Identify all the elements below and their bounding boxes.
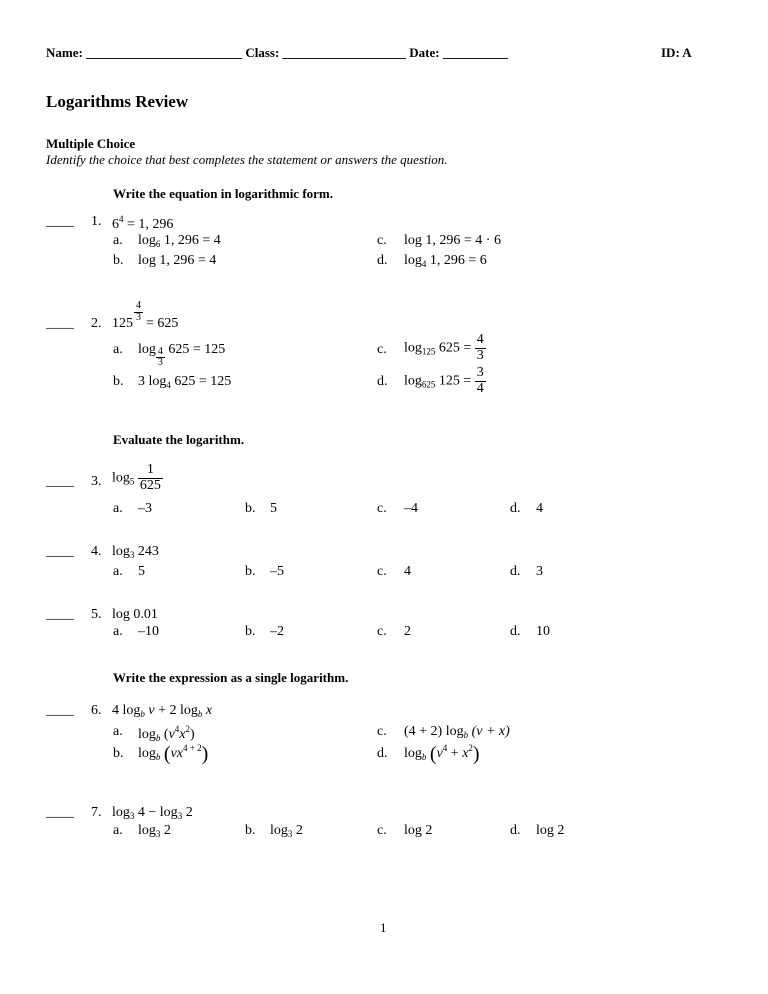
q5-choice-a-letter: a. [113,624,123,639]
q4-choice-a: 5 [138,564,145,579]
name-label: Name: [46,45,83,60]
answer-blank-5[interactable]: ____ [46,607,74,622]
q2-choice-a: log $\frac{4}{3}$ 625 = 125 [138,342,226,368]
q2-choice-d: $\log_{625} 125$ = $\frac{3}{4}$ [404,365,484,396]
question-2-stem-rest: = 625 [146,316,179,331]
q7-choice-b: $\log_3 2$ [270,823,303,839]
answer-blank-7[interactable]: ____ [46,805,74,820]
id-label: ID: A [661,45,692,60]
q7-choice-b-letter: b. [245,823,256,838]
q6-choice-b-letter: b. [113,746,124,761]
q6-choice-a-letter: a. [113,724,123,739]
date-label: Date: [409,45,440,60]
q7-choice-a: $\log_3 2$ [138,823,171,839]
q3-choice-d-letter: d. [510,501,521,516]
q2-choice-c: $\log_{125} 625$ = $\frac{4}{3}$ [404,332,484,363]
question-4-number: 4. [91,544,102,559]
question-3-number: 3. [91,474,102,489]
q3-choice-b: 5 [270,501,277,516]
q1-choice-b-letter: b. [113,253,124,268]
q4-choice-c-letter: c. [377,564,387,579]
q6-choice-a: $\log_b (v^4x^2)$ [138,724,195,743]
q7-choice-a-letter: a. [113,823,123,838]
question-7-stem: $\log_3 4 - \log_3 2$ [112,805,193,821]
q3-choice-c: –4 [404,501,418,516]
q4-choice-c: 4 [404,564,411,579]
q6-choice-c-letter: c. [377,724,387,739]
question-1-number: 1. [91,214,102,229]
q7-choice-d: log 2 [536,823,565,838]
page-title: Logarithms Review [46,92,189,111]
q5-choice-d-letter: d. [510,624,521,639]
q3-choice-c-letter: c. [377,501,387,516]
q5-choice-d: 10 [536,624,550,639]
q6-choice-c: (4 + 2) $\log_b (v + x)$ [404,724,510,740]
answer-blank-4[interactable]: ____ [46,544,74,559]
q2-choice-a-letter: a. [113,342,123,357]
question-5-number: 5. [91,607,102,622]
answer-blank-1[interactable]: ____ [46,214,74,229]
q4-choice-a-letter: a. [113,564,123,579]
q5-choice-b-letter: b. [245,624,256,639]
q1-choice-a: $\log_6 1$, 296 = 4 [138,233,221,249]
q4-choice-b-letter: b. [245,564,256,579]
q1-choice-d-letter: d. [377,253,388,268]
question-2-exponent: $\frac{4}{3}$ [136,300,141,323]
question-2-number: 2. [91,316,102,331]
q1-choice-c: log 1, 296 = 4 · 6 [404,233,501,248]
answer-blank-6[interactable]: ____ [46,703,74,718]
q6-choice-d-letter: d. [377,746,388,761]
q5-choice-b: –2 [270,624,284,639]
question-6-number: 6. [91,703,102,718]
q4-choice-b: –5 [270,564,284,579]
q2-choice-c-letter: c. [377,342,387,357]
question-7-number: 7. [91,805,102,820]
answer-blank-3[interactable]: ____ [46,474,74,489]
question-6-stem: 4 $\log_b v + 2$ $\log_b x$ [112,703,213,719]
group-heading-2: Evaluate the logarithm. [113,432,245,447]
date-blank[interactable]: __________ [442,45,508,60]
q7-choice-d-letter: d. [510,823,521,838]
name-blank[interactable]: ________________________ [86,45,243,60]
group-heading-3: Write the expression as a single logarithm. [113,670,349,685]
q1-choice-b: log 1, 296 = 4 [138,253,217,268]
q7-choice-c-letter: c. [377,823,387,838]
q5-choice-a: –10 [138,624,159,639]
question-1-stem: $6^4 = 1$, 296 [112,214,174,232]
q4-choice-d-letter: d. [510,564,521,579]
q5-choice-c-letter: c. [377,624,387,639]
q3-choice-a: –3 [138,501,152,516]
q2-choice-b-letter: b. [113,374,124,389]
class-label: Class: [245,45,280,60]
q2-choice-d-letter: d. [377,374,388,389]
q4-choice-d: 3 [536,564,543,579]
q1-choice-c-letter: c. [377,233,387,248]
q1-choice-d: $\log_4 1$, 296 = 6 [404,253,487,269]
group-heading-1: Write the equation in logarithmic form. [113,186,334,201]
q6-choice-b: $\log_b (vx^{4 + 2})$ [138,743,209,765]
q3-choice-d: 4 [536,501,543,516]
q6-choice-d: $\log_b (v^4 + x^2)$ [404,743,480,765]
q7-choice-c: log 2 [404,823,433,838]
question-3-stem: $\log_5$ $\frac{1}{625}$ [112,462,161,493]
q1-choice-a-letter: a. [113,233,123,248]
class-blank[interactable]: ___________________ [282,45,407,60]
q3-choice-b-letter: b. [245,501,256,516]
question-4-stem: $\log_3 243$ [112,544,159,560]
q2-choice-b: 3 $\log_4 625 = 125$ [138,374,232,390]
header-line [46,45,508,61]
q3-choice-a-letter: a. [113,501,123,516]
section-heading: Multiple Choice [46,136,136,151]
page-number: 1 [380,920,387,935]
question-2-stem: 125 [112,316,133,331]
section-instructions: Identify the choice that best completes the statement or answers the question. [46,152,448,167]
answer-blank-2[interactable]: ____ [46,316,74,331]
question-5-stem: log 0.01 [112,607,158,622]
q5-choice-c: 2 [404,624,411,639]
